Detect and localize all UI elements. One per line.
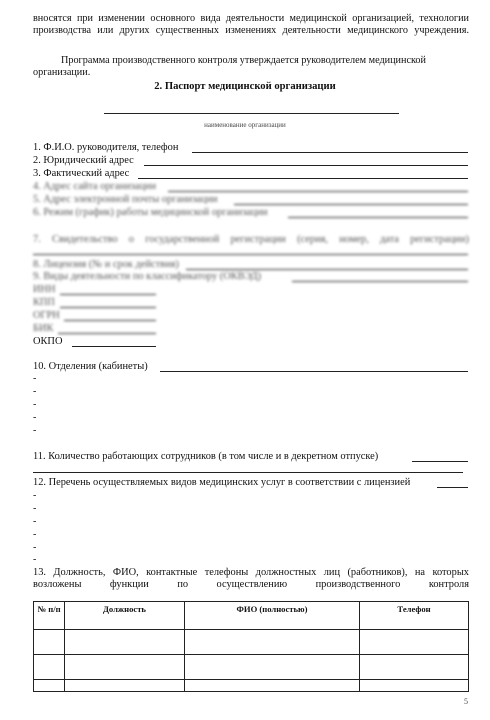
field-actual-address: 3. Фактический адрес [33, 168, 130, 179]
field-okpo-line[interactable] [72, 346, 156, 347]
table-row [34, 680, 469, 692]
header-full-name: ФИО (полностью) [185, 602, 360, 630]
field-kpp: КПП [33, 297, 55, 308]
field-inn-line [60, 294, 156, 295]
intro-paragraph-1: вносятся при изменении основного вида деятельности медицинской организацией, технологии производства или других существенных изменениях деятельности медицинского учреждения. [33, 13, 469, 36]
field-inn: ИНН [33, 284, 56, 295]
table-row [34, 655, 469, 680]
item-11-line-2[interactable] [33, 472, 463, 473]
table-cell[interactable] [65, 680, 185, 692]
item-11-label: 11. Количество работающих сотрудников (в том числе и в декретном отпуске) [33, 451, 379, 462]
table-header-row [34, 602, 469, 630]
table-cell[interactable] [185, 630, 360, 655]
field-license: 8. Лицензия (№ и срок действия) [33, 259, 179, 270]
table-cell[interactable] [65, 655, 185, 680]
organization-name-caption: наименование организации [204, 121, 286, 129]
page-number: 5 [464, 697, 468, 706]
field-ogrn-line [64, 320, 156, 321]
field-registration: 7. Свидетельство о государственной регистрации (серия, номер, дата регистрации) [33, 234, 469, 245]
section-heading: 2. Паспорт медицинской организации [154, 81, 336, 92]
field-director: 1. Ф.И.О. руководителя, телефон [33, 142, 179, 153]
field-actual-address-line[interactable] [138, 178, 468, 179]
item-10-label: 10. Отделения (кабинеты) [33, 361, 148, 372]
list-dash: - [33, 412, 37, 423]
list-dash: - [33, 490, 37, 501]
table-row [34, 630, 469, 655]
field-okpo: ОКПО [33, 336, 63, 347]
header-phone: Телефон [360, 602, 469, 630]
table-cell[interactable] [34, 680, 65, 692]
field-website-line [168, 191, 468, 192]
field-bik-line [58, 333, 156, 334]
list-dash: - [33, 503, 37, 514]
header-position: Должность [65, 602, 185, 630]
list-dash: - [33, 542, 37, 553]
organization-name-line [104, 113, 399, 114]
field-legal-address: 2. Юридический адрес [33, 155, 134, 166]
table-cell[interactable] [34, 655, 65, 680]
table-cell[interactable] [360, 630, 469, 655]
item-12-line[interactable] [437, 487, 468, 488]
header-number: № п/п [34, 602, 65, 630]
field-okved: 9. Виды деятельности по классификатору (ОКВЭД) [33, 271, 262, 282]
item-10-line[interactable] [160, 371, 468, 372]
field-bik: БИК [33, 323, 54, 334]
responsible-persons-table [33, 601, 469, 692]
field-registration-line [33, 254, 468, 255]
list-dash: - [33, 516, 37, 527]
list-dash: - [33, 386, 37, 397]
table-cell[interactable] [34, 630, 65, 655]
table-cell[interactable] [185, 655, 360, 680]
field-website: 4. Адрес сайта организации [33, 181, 157, 192]
table-cell[interactable] [360, 655, 469, 680]
intro-paragraph-2: Программа производственного контроля утверждается руководителем медицинской организации. [33, 55, 426, 78]
item-11-line[interactable] [412, 461, 468, 462]
list-dash: - [33, 373, 37, 384]
item-12-label: 12. Перечень осуществляемых видов медицинских услуг в соответствии с лицензией [33, 477, 411, 488]
table-cell[interactable] [65, 630, 185, 655]
list-dash: - [33, 529, 37, 540]
table-cell[interactable] [185, 680, 360, 692]
field-okved-line [292, 281, 468, 282]
field-kpp-line [60, 307, 156, 308]
field-legal-address-line[interactable] [144, 165, 468, 166]
field-ogrn: ОГРН [33, 310, 60, 321]
field-email-line [234, 204, 468, 205]
field-schedule-line [288, 217, 468, 218]
field-email: 5. Адрес электронной почты организации [33, 194, 218, 205]
list-dash: - [33, 399, 37, 410]
field-schedule: 6. Режим (график) работы медицинской организации [33, 207, 268, 218]
table-cell[interactable] [360, 680, 469, 692]
field-license-line [186, 269, 468, 270]
list-dash: - [33, 554, 37, 565]
list-dash: - [33, 425, 37, 436]
item-13-label: 13. Должность, ФИО, контактные телефоны должностных лиц (работников), на которых возложены функции по осуществлению производственного контроля [33, 567, 469, 590]
field-director-line[interactable] [192, 152, 468, 153]
